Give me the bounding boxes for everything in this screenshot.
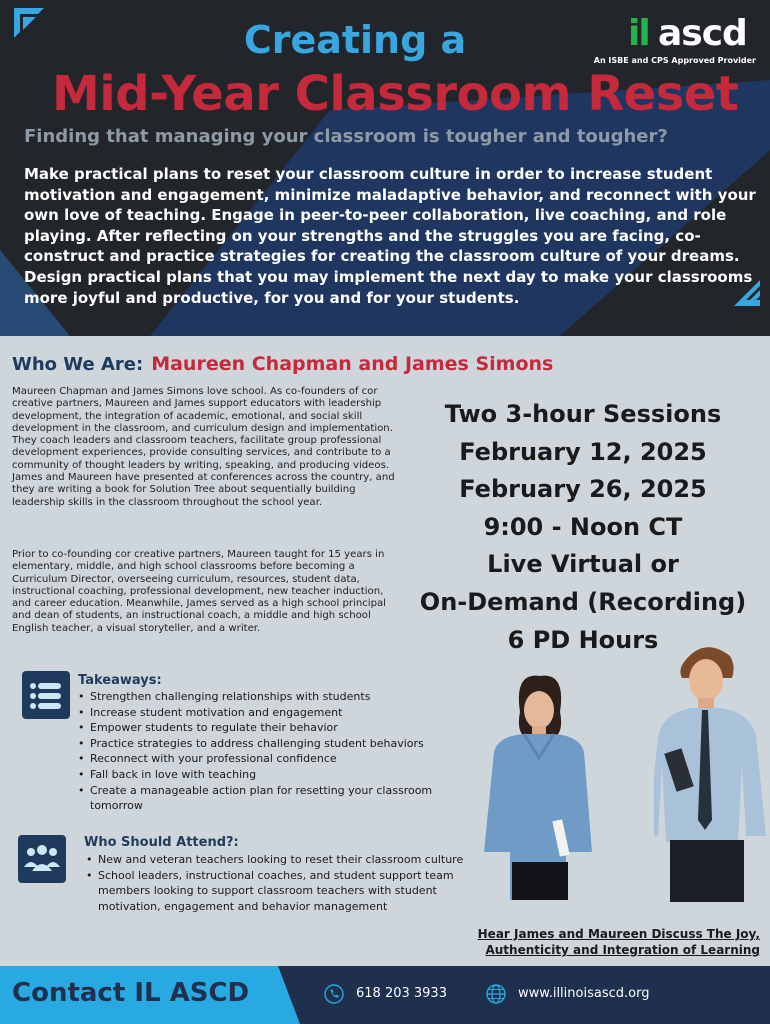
session-line: On-Demand (Recording) [419, 587, 747, 616]
list-icon [22, 671, 70, 719]
who-we-are-heading [12, 353, 553, 375]
globe-icon [486, 984, 506, 1004]
title-line-2: Mid-Year Classroom Reset [52, 66, 739, 122]
session-line: Live Virtual or [487, 550, 679, 579]
list-item: • Create a manageable action plan for resetting your classroom tomorrow [76, 783, 466, 814]
presenter-photo-james [654, 640, 770, 902]
list-item: • Strengthen challenging relationships with students [76, 689, 466, 705]
logo-ascd: ascd [658, 13, 747, 54]
takeaways-title: Takeaways: [78, 673, 162, 688]
presenter-photo-maureen [480, 672, 598, 900]
list-item: • Increase student motivation and engagement [76, 705, 466, 721]
list-item: • Fall back in love with teaching [76, 767, 466, 783]
list-item: • Reconnect with your professional confidence [76, 751, 466, 767]
list-item: • Empower students to regulate their behavior [76, 720, 466, 736]
phone-icon [324, 984, 344, 1004]
session-line: Two 3-hour Sessions [444, 400, 722, 428]
title-line-1: Creating a [243, 18, 467, 62]
provider-note: An ISBE and CPS Approved Provider [593, 56, 756, 65]
session-details [400, 396, 766, 659]
session-line: 6 PD Hours [507, 625, 659, 654]
list-item: • New and veteran teachers looking to reset their classroom culture [84, 852, 492, 868]
intro-paragraph: Make practical plans to reset your classroom culture in order to increase student motivation and engagement, minimize maladaptive behavior, and reconnect with your own love of teaching. Engage in peer-to-peer collaboration, live coaching, and role playing. After reflecting on your strengths and the struggles you are facing, co-construct and practice strategies for creating the classroom culture of your dreams. Design practical plans that you may implement the next day to make your classrooms more joyful and productive, for you and for your students. [24, 165, 756, 307]
presenter-names: Maureen Chapman and James Simons [151, 353, 554, 375]
phone-number[interactable]: 618 203 3933 [356, 986, 447, 1001]
who-label: Who We Are: [12, 354, 144, 375]
attend-list [84, 852, 492, 914]
bio-paragraph-1: Maureen Chapman and James Simons love school. As co-founders of cor creative partners, Maureen and James support educators with leadership development, the integration of academic, emotional, and social skill development in the classroom, and curriculum design and implementation. They coach leaders and classroom teachers, facilitate group professional development experiences, provide consulting services, and contribute to a community of thought leaders by writing, speaking, and producing videos. James and Maureen have presented at conferences across the country, and they are writing a book for Solution Tree about sequentially building leadership skills in the classroom throughout the school year. [12, 386, 395, 508]
bio-paragraph-2: Prior to co-founding cor creative partners, Maureen taught for 15 years in elementary, middle, and high school classrooms before becoming a Curriculum Director, overseeing curriculum, resources, student data, instructional coaching, professional development, new teacher induction, and career education. Meanwhile, James served as a high school principal and dean of students, an instructional coach, a middle and high school English teacher, a visual storyteller, and a writer. [12, 549, 386, 634]
contact-heading: Contact IL ASCD [12, 978, 250, 1008]
people-group-icon [18, 835, 66, 883]
bar-chart-icon [734, 280, 760, 306]
website-link[interactable]: www.illinoisascd.org [518, 986, 650, 1001]
logo-il: il [628, 13, 649, 54]
session-line: 9:00 - Noon CT [483, 512, 683, 541]
list-item: • Practice strategies to address challenging student behaviors [76, 736, 466, 752]
list-item: • School leaders, instructional coaches, and student support team members looking to support classroom teachers with student motivation, engagement and behavior management [84, 868, 492, 915]
video-caption-link[interactable]: Hear James and Maureen Discuss The Joy, Authenticity and Integration of Learning [477, 927, 760, 957]
ilascd-logo [628, 14, 756, 54]
takeaways-list [76, 689, 466, 814]
subtitle-question: Finding that managing your classroom is tougher and tougher? [24, 126, 668, 147]
session-line: February 12, 2025 [459, 437, 707, 466]
attend-title: Who Should Attend?: [84, 835, 239, 850]
session-line: February 26, 2025 [459, 475, 707, 504]
